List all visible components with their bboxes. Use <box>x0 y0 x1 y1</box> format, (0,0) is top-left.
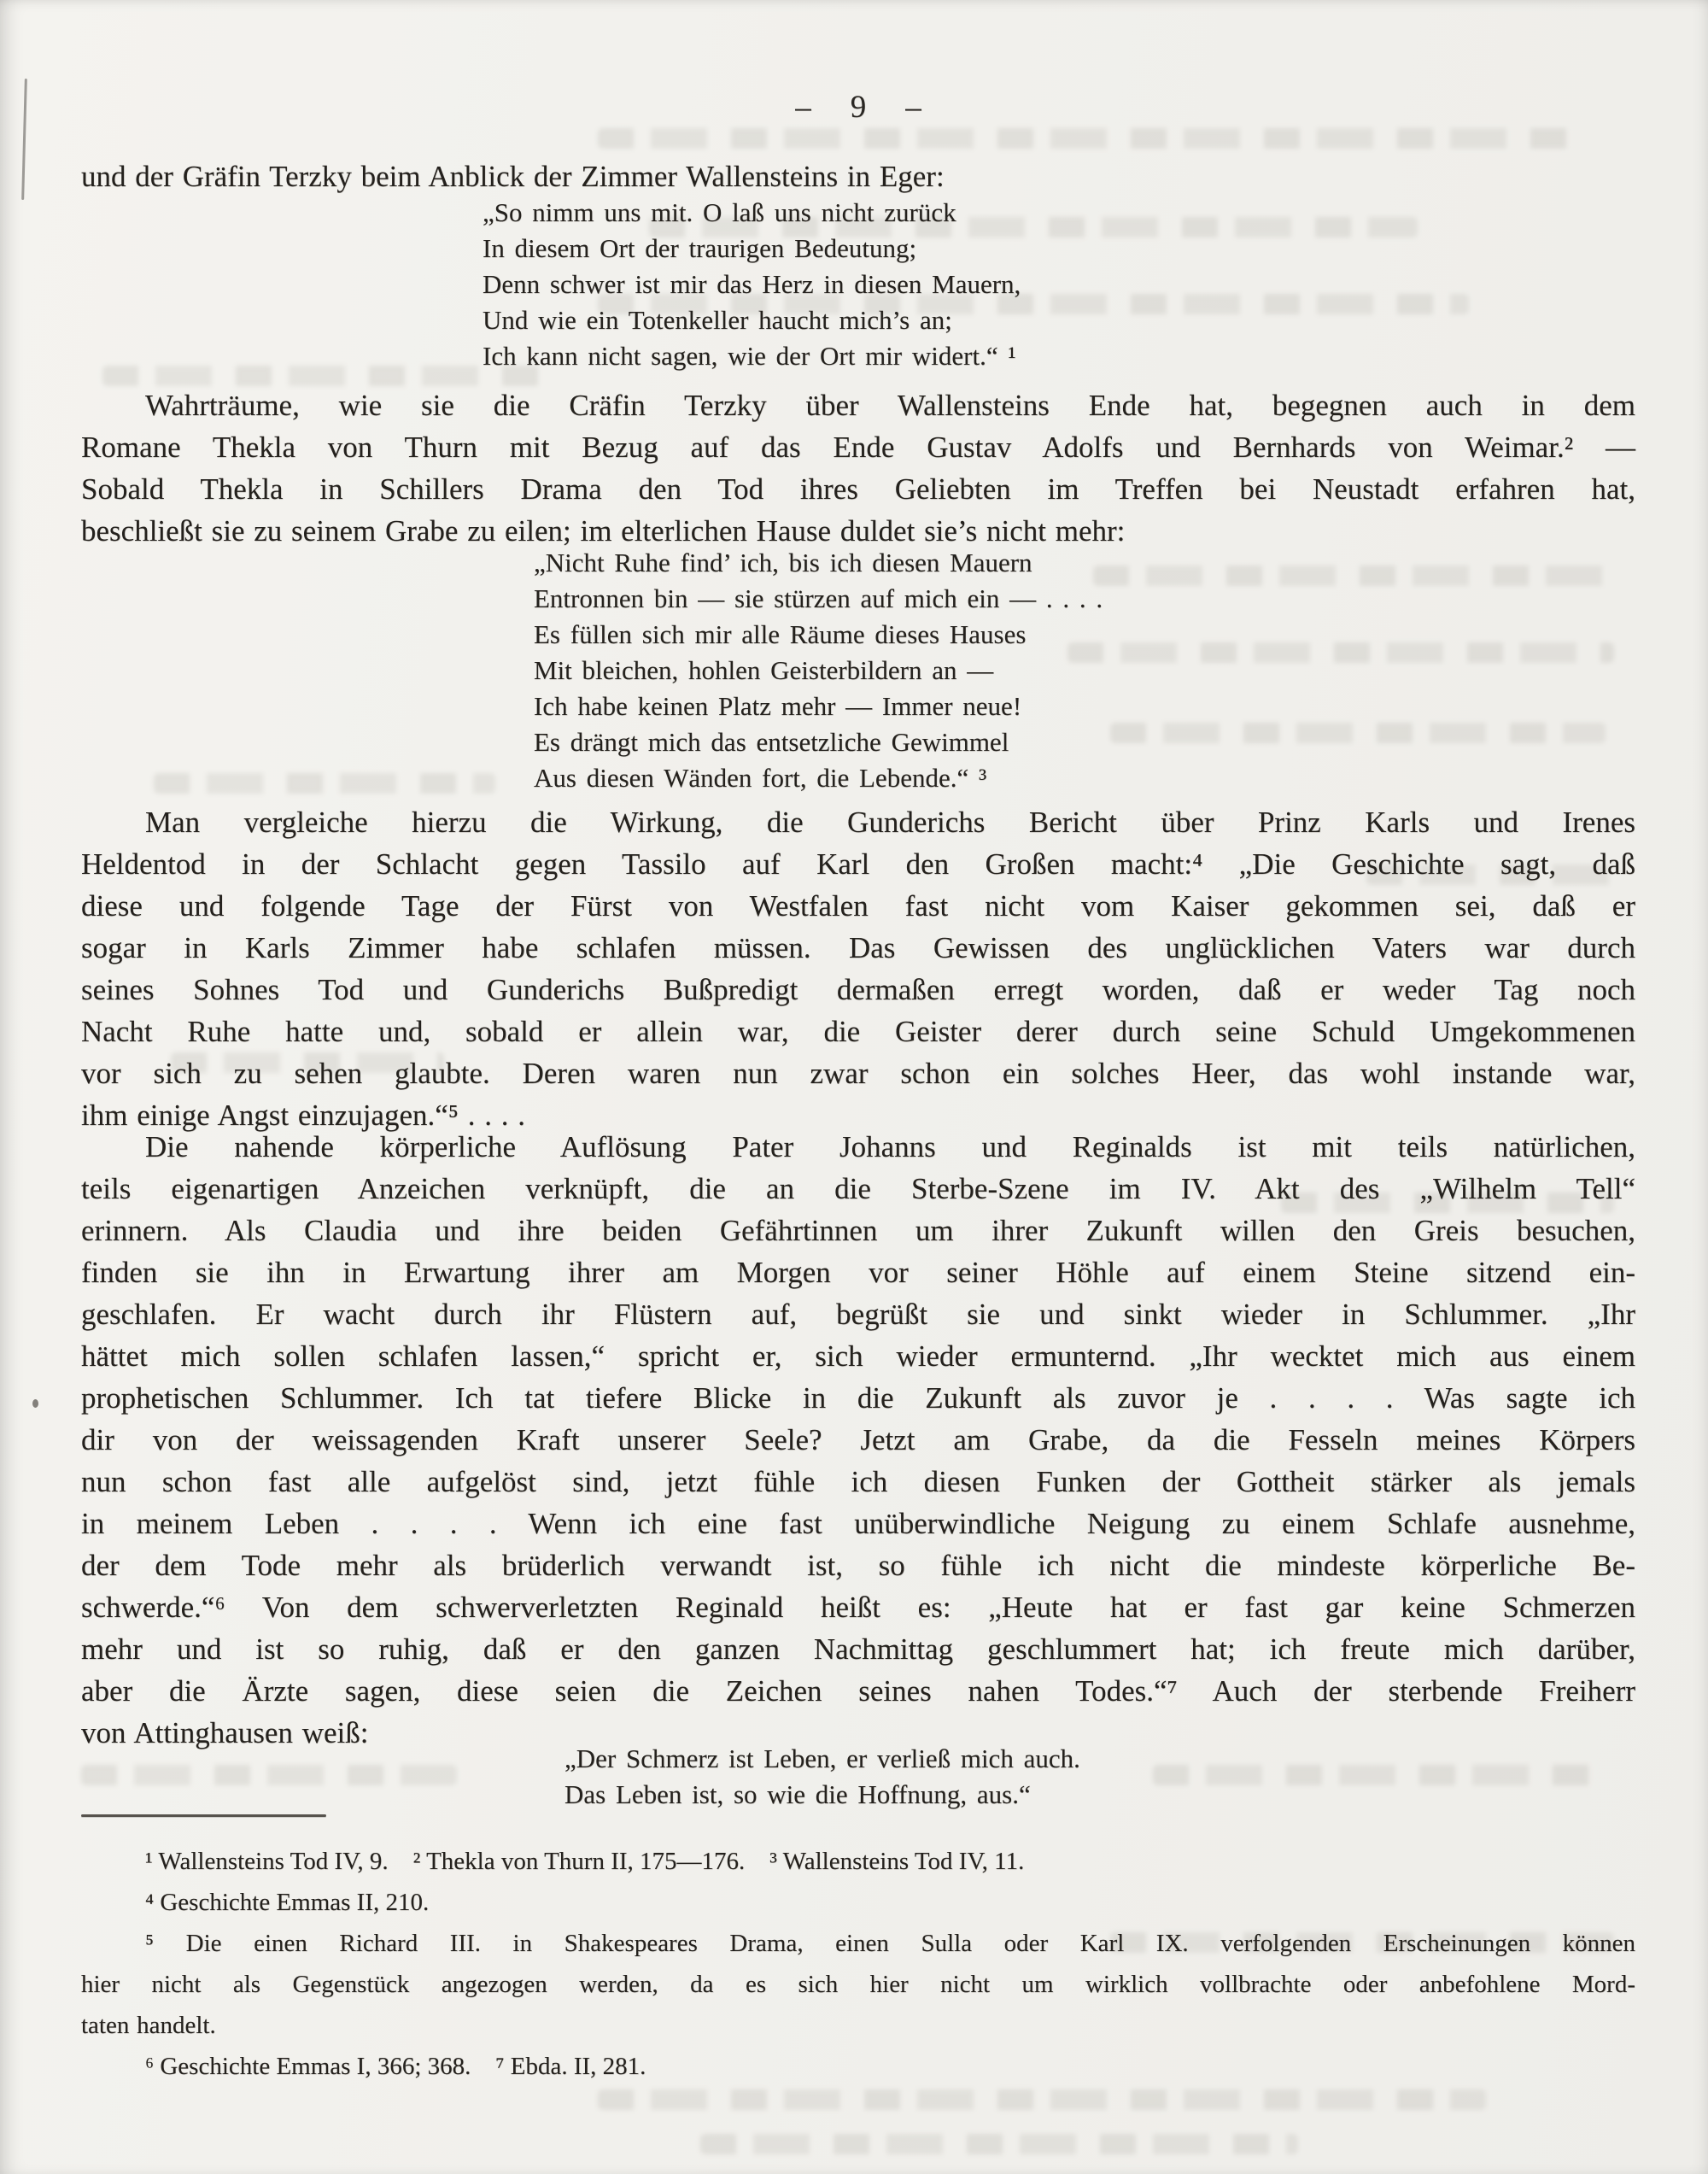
text-line: Es füllen sich mir alle Räume dieses Hauses <box>534 619 1027 649</box>
text-line: in meinem Leben . . . . Wenn ich eine fast unüberwindliche Neigung zu einem Schlafe ausnehme, <box>81 1507 1635 1540</box>
text-line: Entronnen bin — sie stürzen auf mich ein — . . . . <box>534 583 1103 613</box>
text-line: Und wie ein Totenkeller haucht mich’s an; <box>483 305 952 335</box>
text-line: der dem Tode mehr als brüderlich verwandt ist, so fühle ich nicht die mindeste körperliche Be- <box>81 1549 1635 1582</box>
text-line: prophetischen Schlummer. Ich tat tiefere Blicke in die Zukunft als zuvor je . . . . Was sagte ich <box>81 1381 1635 1415</box>
paragraph-3 <box>81 801 1635 1136</box>
text-line: Sobald Thekla in Schillers Drama den Tod ihres Geliebten im Treffen bei Neustadt erfahren hat, <box>81 472 1635 506</box>
text-line: hier nicht als Gegenstück angezogen werden, da es sich hier nicht um wirklich vollbrachte oder anbefohlene Mord- <box>81 1971 1635 1998</box>
verse-quote-3 <box>564 1741 1675 1813</box>
text-line: Ich kann nicht sagen, wie der Ort mir widert.“ ¹ <box>483 341 1016 371</box>
paragraph-2 <box>81 384 1635 552</box>
paragraph-4 <box>81 1126 1635 1754</box>
text-line: Es drängt mich das entsetzliche Gewimmel <box>534 727 1009 757</box>
page-header <box>81 89 1635 126</box>
text-line: seines Sohnes Tod und Gunderichs Bußpredigt dermaßen erregt worden, daß er weder Tag noch <box>81 973 1635 1006</box>
footnote-refs-1-3: ¹ Wallensteins Tod IV, 9. ² Thekla von Thurn II, 175—176. ³ Wallensteins Tod IV, 11. <box>145 1848 1025 1875</box>
text-line: diese und folgende Tage der Fürst von Westfalen fast nicht vom Kaiser gekommen sei, daß er <box>81 889 1635 923</box>
text-line: In diesem Ort der traurigen Bedeutung; <box>483 233 917 263</box>
text-line: geschlafen. Er wacht durch ihr Flüstern auf, begrüßt sie und sinkt wieder in Schlummer. „Ihr <box>81 1298 1635 1331</box>
text-line: finden sie ihn in Erwartung ihrer am Morgen vor seiner Höhle auf einem Steine sitzend ein- <box>81 1256 1635 1289</box>
verse-quote-2 <box>534 545 1644 796</box>
page-number-dash-right: – <box>905 90 921 125</box>
text-line: Nacht Ruhe hatte und, sobald er allein war, die Geister derer durch seine Schuld Umgekommenen <box>81 1015 1635 1048</box>
text-line: von Attinghausen weiß: <box>81 1716 369 1749</box>
text-line: nun schon fast alle aufgelöst sind, jetzt fühle ich diesen Funken der Gottheit stärker als jemals <box>81 1465 1635 1498</box>
text-line: Mit bleichen, hohlen Geisterbildern an — <box>534 655 994 685</box>
verse-quote-1 <box>483 195 1593 374</box>
paragraph-1 <box>81 155 1635 197</box>
text-line: dir von der weissagenden Kraft unserer Seele? Jetzt am Grabe, da die Fesseln meines Körpers <box>81 1423 1635 1456</box>
text-line: vor sich zu sehen glaubte. Deren waren nun zwar schon ein solches Heer, das wohl instande war, <box>81 1057 1635 1090</box>
text-line: aber die Ärzte sagen, diese seien die Zeichen seines nahen Todes.“⁷ Auch der sterbende Freiherr <box>81 1674 1635 1708</box>
footnote-separator <box>81 1814 326 1817</box>
text-line: ⁵ Die einen Richard III. in Shakespeares Drama, einen Sulla oder Karl IX. verfolgenden Erscheinungen können <box>145 1930 1635 1957</box>
footnote-refs-6-7: ⁶ Geschichte Emmas I, 366; 368. ⁷ Ebda. II, 281. <box>145 2053 646 2080</box>
page-number-dash-left: – <box>795 90 811 125</box>
text-line: beschließt sie zu seinem Grabe zu eilen; im elterlichen Hause duldet sie’s nicht mehr: <box>81 514 1126 548</box>
text-line: Denn schwer ist mir das Herz in diesen Mauern, <box>483 269 1021 299</box>
scan-spot-artifact <box>32 1399 38 1408</box>
text-line: und der Gräfin Terzky beim Anblick der Zimmer Wallensteins in Eger: <box>81 160 945 193</box>
text-line: „Nicht Ruhe find’ ich, bis ich diesen Mauern <box>534 548 1032 577</box>
text-line: „Der Schmerz ist Leben, er verließ mich auch. <box>564 1743 1080 1773</box>
page-number: 9 <box>850 90 867 125</box>
text-line: Man vergleiche hierzu die Wirkung, die Gunderichs Bericht über Prinz Karls und Irenes <box>145 806 1635 839</box>
footnote-4: ⁴ Geschichte Emmas II, 210. <box>145 1889 430 1916</box>
text-block <box>81 0 1635 2174</box>
text-line: Wahrträume, wie sie die Cräfin Terzky über Wallensteins Ende hat, begegnen auch in dem <box>145 389 1635 422</box>
footnote-5 <box>81 1923 1635 2046</box>
text-line: taten handelt. <box>81 2012 216 2039</box>
text-line: Die nahende körperliche Auflösung Pater Johanns und Reginalds ist mit teils natürlichen, <box>145 1130 1635 1163</box>
text-line: „So nimm uns mit. O laß uns nicht zurück <box>483 197 956 227</box>
text-line: Romane Thekla von Thurn mit Bezug auf das Ende Gustav Adolfs und Bernhards von Weimar.² — <box>81 431 1635 464</box>
text-line: sogar in Karls Zimmer habe schlafen müssen. Das Gewissen des unglücklichen Vaters war durch <box>81 931 1635 964</box>
text-line: Heldentod in der Schlacht gegen Tassilo auf Karl den Großen macht:⁴ „Die Geschichte sagt, daß <box>81 847 1635 881</box>
text-line: erinnern. Als Claudia und ihre beiden Gefährtinnen um ihrer Zukunft willen den Greis besuchen, <box>81 1214 1635 1247</box>
text-line: mehr und ist so ruhig, daß er den ganzen Nachmittag geschlummert hat; ich freute mich darüber, <box>81 1632 1635 1666</box>
text-line: teils eigenartigen Anzeichen verknüpft, die an die Sterbe-Szene im IV. Akt des „Wilhelm Tell“ <box>81 1172 1635 1205</box>
text-line: schwerde.“⁶ Von dem schwerverletzten Reginald heißt es: „Heute hat er fast gar keine Schmerzen <box>81 1591 1635 1624</box>
text-line: Ich habe keinen Platz mehr — Immer neue! <box>534 691 1022 721</box>
text-line: Das Leben ist, so wie die Hoffnung, aus.“ <box>564 1779 1031 1809</box>
scan-edge-artifact <box>21 79 27 200</box>
text-line: Aus diesen Wänden fort, die Lebende.“ ³ <box>534 763 987 793</box>
text-line: ihm einige Angst einzujagen.“⁵ . . . . <box>81 1099 525 1132</box>
text-line: hättet mich sollen schlafen lassen,“ spricht er, sich wieder ermunternd. „Ihr wecktet mich aus einem <box>81 1339 1635 1373</box>
